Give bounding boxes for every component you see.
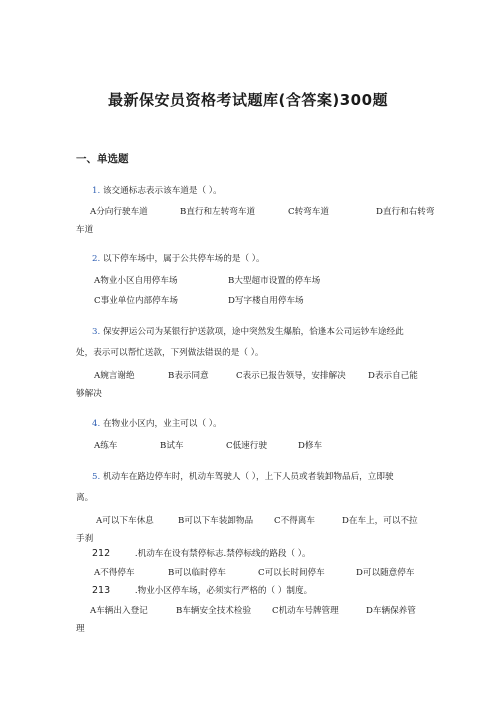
question-number: 213 xyxy=(92,585,111,596)
question-number: 1. xyxy=(92,186,101,196)
option-a: A物业小区自用停车场 xyxy=(94,276,178,286)
option-continuation: 理 xyxy=(76,624,85,634)
option-a: A车辆出入登记 xyxy=(90,606,148,616)
question-4 xyxy=(92,417,222,429)
option-b: B大型超市设置的停车场 xyxy=(228,276,321,286)
question-1 xyxy=(92,184,222,196)
option-b: B表示同意 xyxy=(168,371,209,381)
question-number: 2. xyxy=(92,254,101,264)
question-number: 212 xyxy=(92,548,111,559)
option-d: D修车 xyxy=(298,441,323,451)
option-a: A可以下车休息 xyxy=(96,516,154,526)
option-continuation: 车道 xyxy=(76,225,94,235)
option-d: D车辆保养管 xyxy=(366,606,416,616)
option-continuation: 够解决 xyxy=(76,389,102,399)
question-text: 以下停车场中，属于公共停车场的是（ ）。 xyxy=(102,254,265,264)
question-number: 5. xyxy=(92,472,101,482)
question-text-line2: 处，表示可以帮忙送款，下列做法错误的是（ ）。 xyxy=(76,348,264,358)
option-c: C事业单位内部停车场 xyxy=(94,296,178,306)
question-2 xyxy=(92,252,265,264)
option-d: D表示自己能 xyxy=(368,371,418,381)
option-c: C低速行驶 xyxy=(226,441,267,451)
document-title: 最新保安员资格考试题库(含答案)300题 xyxy=(107,91,389,109)
question-text: .物业小区停车场，必须实行严格的（ ）制度。 xyxy=(134,586,313,596)
option-b: B可以下车装卸物品 xyxy=(178,516,254,526)
question-text-line1: 机动车在路边停车时，机动车驾驶人（ ），上下人员或者装卸物品后，立即驶 xyxy=(102,472,394,482)
option-c: C可以长时间停车 xyxy=(258,568,325,578)
question-number: 4. xyxy=(92,419,101,429)
option-a: A分向行驶车道 xyxy=(90,207,148,217)
option-b: B试车 xyxy=(160,441,184,451)
question-3 xyxy=(92,325,404,337)
option-b: B直行和左转弯车道 xyxy=(180,207,256,217)
section-heading: 一、单选题 xyxy=(76,153,129,165)
question-text: 该交通标志表示该车道是（ ）。 xyxy=(102,186,222,196)
option-d: D在车上，可以不拉 xyxy=(342,516,418,526)
option-c: C转弯车道 xyxy=(288,207,329,217)
question-text: .机动车在设有禁停标志.禁停标线的路段（ ）。 xyxy=(134,549,311,559)
option-c: C机动车号牌管理 xyxy=(272,606,339,616)
option-b: B车辆安全技术检验 xyxy=(176,606,252,616)
question-text-line1: 保安押运公司为某银行护送款项，途中突然发生爆胎，恰逢本公司运钞车途经此 xyxy=(102,327,404,337)
question-number: 3. xyxy=(92,327,101,337)
option-a: A练车 xyxy=(94,441,118,451)
question-5 xyxy=(92,470,394,482)
option-a: A不得停车 xyxy=(94,568,135,578)
option-d: D直行和右转弯 xyxy=(376,207,435,217)
question-text: 在物业小区内，业主可以（ ）。 xyxy=(102,419,222,429)
question-213 xyxy=(92,584,312,596)
question-212 xyxy=(92,547,311,559)
option-c: C表示已报告领导，安排解决 xyxy=(236,371,346,381)
option-d: D写字楼自用停车场 xyxy=(228,296,304,306)
option-c: C不得离车 xyxy=(274,516,315,526)
option-a: A婉言谢绝 xyxy=(94,371,135,381)
question-text-line2: 离。 xyxy=(76,493,94,503)
option-d: D可以随意停车 xyxy=(356,568,415,578)
option-continuation: 手刹 xyxy=(76,534,94,544)
option-b: B可以临时停车 xyxy=(168,568,226,578)
